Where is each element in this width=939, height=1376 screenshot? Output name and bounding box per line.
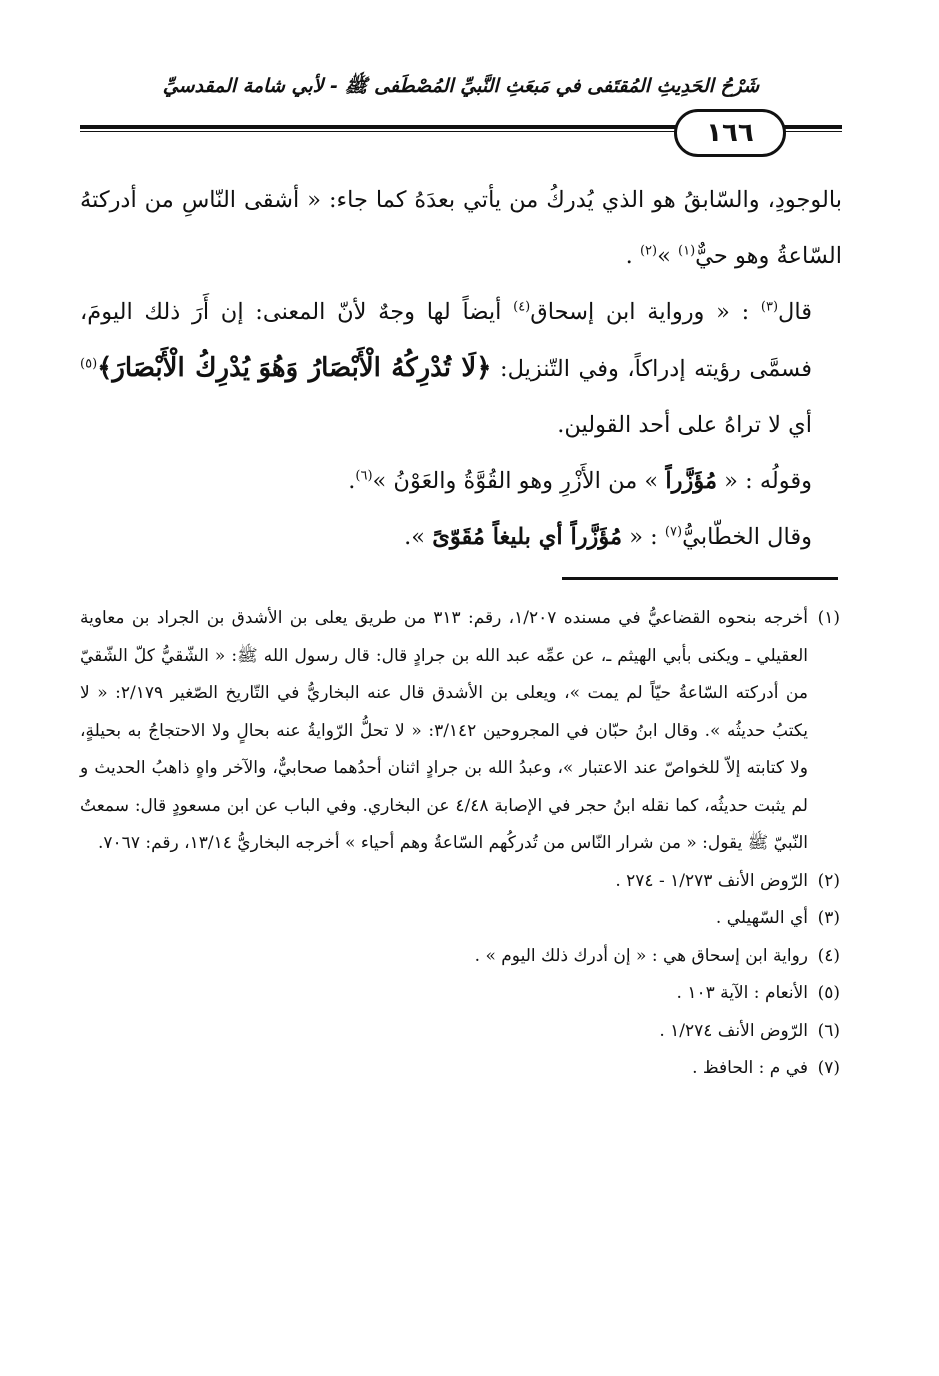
quran-verse: يُدْرِكُ الْأَبْصَارَ﴾ bbox=[97, 353, 250, 383]
footnote-ref: (٧) bbox=[664, 524, 683, 540]
page-number: ١٦٦ bbox=[674, 109, 786, 157]
footnote-number: (١) bbox=[817, 608, 840, 628]
period: . bbox=[625, 243, 640, 269]
main-line: أيضاً لها وجهٌ لأنّ المعنى: إن أَرَ bbox=[191, 299, 502, 325]
footnote bbox=[80, 975, 840, 1013]
footnote-number: (٦) bbox=[817, 1020, 840, 1041]
main-text bbox=[80, 172, 842, 565]
quran-verse: ﴿لَا تُدْرِكُهُ الْأَبْصَارُ وَهُوَ bbox=[258, 353, 492, 383]
footnote-text: الأنعام : الآية ١٠٣ . bbox=[676, 983, 808, 1003]
paragraph-2 bbox=[80, 284, 842, 453]
footnote-text: رواية ابن إسحاق هي : « إن أدرك ذلك اليوم » . bbox=[474, 945, 808, 966]
footnote bbox=[80, 600, 840, 863]
footnote-ref: (٤) bbox=[513, 299, 531, 315]
main-line: ذلك اليومَ، فسمَّى رؤيته إدراكاً، وفي التّنزيل: bbox=[80, 299, 812, 382]
footnote bbox=[80, 863, 840, 901]
footnote-ref: (٣) bbox=[760, 299, 779, 315]
period: . bbox=[348, 468, 356, 494]
paragraph-1 bbox=[80, 172, 842, 284]
footnote-text: أخرجه بنحوه القضاعيُّ في مسنده ١/٢٠٧، رقم: ٣١٣ من طريق يعلى بن الأشدق بن الجراد بن معاوية العقيلي ـ ويكنى بأبي الهيثم ـ، عن عمِّه عبد الله بن جرادٍ قال: قال رسول الله ﷺ: « الشّقيُّ كلّ الشّقيّ من أدركته السّاعةُ حيّاً لم يمت »، ويعلى بن الأشدق قال عنه البخاريُّ في التّاريخ الصّغير ٢/١٧٩: « لا يكتبُ حديثُه ». وقال ابنُ حبّان في المجروحين ٣/١٤٢: « لا تحلُّ الرّوايةُ عنه بحالٍ ولا الاحتجاجُ به بحيلةٍ، ولا كتابته إلاّ للخواصّ عند الاعتبار »، وعبدُ الله بن جرادٍ اثنان أحدُهما صحابيٌّ، والآخر واهٍ ذاهبُ الحديث و لم يثبت حديثُه، كما نقله ابنُ حجر في الإصابة ٤/٤٨ عن البخاري. وفي الباب عن ابن مسعودٍ قال: سمعتُ النّبيّ ﷺ يقول: « من شرار النّاس من تُدركُهم السّاعةُ وهم أحياء » أخرجه البخاريُّ ١٣/١٤، رقم: ٧٠٦٧. bbox=[80, 608, 808, 853]
main-line: وقال الخطّابيُّ bbox=[682, 524, 812, 550]
running-title: شَرْحُ الحَدِيثِ المُقتَفى في مَبعَثِ النَّبيِّ المُصْطَفى ﷺ - لأبي شامة المقدسيِّ bbox=[162, 75, 760, 97]
footnote-separator bbox=[562, 577, 838, 580]
main-line: وقولُه : « bbox=[724, 468, 812, 494]
footnotes bbox=[80, 600, 840, 1088]
footnote-ref: (٦) bbox=[355, 468, 373, 484]
main-line: » من الأَزْرِ وهو القُوَّةُ والعَوْنُ » bbox=[372, 468, 659, 494]
main-line: ». bbox=[404, 524, 426, 550]
footnote-ref: (٢) bbox=[639, 243, 658, 259]
footnote bbox=[80, 938, 840, 976]
footnote bbox=[80, 1050, 840, 1088]
keyword: مُؤَزَّراً أي بليغاً مُقَوّىً bbox=[432, 524, 623, 550]
footnote-number: (٣) bbox=[817, 908, 840, 928]
footnote-text: الرّوض الأنف ١/٢٧٤ . bbox=[659, 1020, 808, 1041]
footnote-number: (٢) bbox=[817, 870, 840, 891]
footnote-number: (٧) bbox=[817, 1058, 840, 1078]
footnote-ref: (٥) bbox=[80, 356, 98, 372]
footnote-text: أي السّهيلي . bbox=[715, 908, 808, 928]
footnote-number: (٥) bbox=[817, 983, 840, 1003]
quote-close: » bbox=[657, 243, 679, 269]
footnote-text: الرّوض الأنف ١/٢٧٣ - ٢٧٤ . bbox=[615, 870, 808, 891]
footnote-ref: (١) bbox=[678, 243, 696, 259]
main-line: بالوجودِ، والسّابقُ هو الذي يُدركُ من يأتي بعدَهُ كما جاء: « أشقى النّاسِ bbox=[181, 187, 842, 213]
footnote bbox=[80, 900, 840, 938]
main-line: : « ورواية ابن إسحاق bbox=[530, 299, 750, 325]
main-line: قال bbox=[778, 299, 813, 325]
main-line: أي لا تراهُ على أحد القولين. bbox=[557, 412, 812, 438]
paragraph-4 bbox=[80, 509, 842, 565]
footnote-text: في م : الحافظ . bbox=[692, 1058, 808, 1078]
main-line: : « bbox=[629, 524, 658, 550]
keyword: مُؤَزَّراً bbox=[665, 468, 718, 494]
footnote bbox=[80, 1013, 840, 1051]
footnote-number: (٤) bbox=[817, 945, 840, 966]
main-line: من أدركتهُ السّاعةُ وهو حيٌّ bbox=[80, 187, 842, 269]
paragraph-3 bbox=[80, 453, 842, 509]
